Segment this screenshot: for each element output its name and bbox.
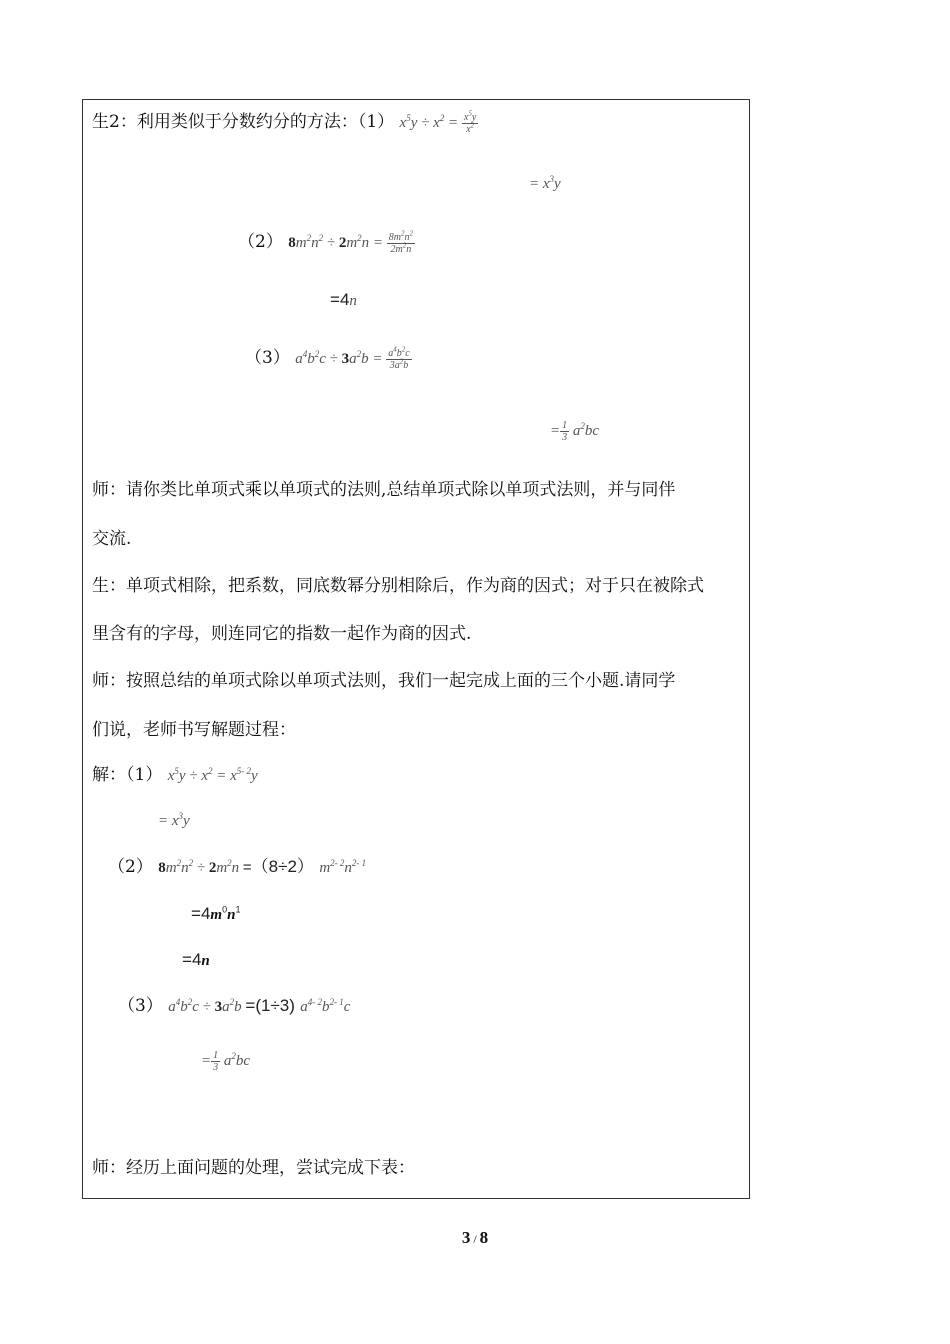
teacher-line-1a: 师：请你类比单项式乘以单项式的法则,总结单项式除以单项式法则，并与同伴 bbox=[92, 480, 676, 500]
student2-intro: 生2：利用类似于分数约分的方法：（1） $x^5y \div x^2$ = $\frac{x^5y}{x^2}$ bbox=[92, 109, 477, 136]
solution-1-result: = $x^3y$ bbox=[158, 811, 190, 829]
student-line-a: 生：单项式相除，把系数，同底数幂分别相除后，作为商的因式；对于只在被除式 bbox=[92, 576, 704, 596]
eq2-line: （2） $8m^2n^2 \div 2m^2n$ = $\frac{8m^2n^2}{2m^2n}$ bbox=[238, 229, 414, 256]
content-frame bbox=[82, 99, 750, 1199]
eq1-result: = $x^3y$ bbox=[529, 174, 561, 192]
teacher-line-2b: 们说，老师书写解题过程： bbox=[92, 720, 296, 740]
solution-1: 解：（1） $x^5y \div x^2 = x^{5- 2}y$ bbox=[92, 765, 258, 785]
solution-2-result: =4n bbox=[182, 950, 210, 969]
student-line-b: 里含有的字母，则连同它的指数一起作为商的因式. bbox=[92, 624, 472, 644]
solution-3-result: = $\frac{1}{3}$ $a^2bc$ bbox=[201, 1050, 251, 1073]
eq2-result: =4n bbox=[330, 290, 357, 309]
solution-3: （3） $a^4b^2c \div 3a^2b =(1\div 3)$ $a^{4- 2}b^{2- 1}c$ bbox=[118, 996, 351, 1016]
teacher-line-1b: 交流. bbox=[92, 529, 132, 549]
eq3-line: （3） $a^4b^2c \div 3a^2b$ = $\frac{a^4b^2c}{3a^2b}$ bbox=[245, 345, 410, 372]
teacher-line-3: 师：经历上面问题的处理，尝试完成下表： bbox=[92, 1158, 415, 1178]
solution-2-step: $=4m^0n^1$ bbox=[191, 904, 241, 923]
teacher-line-2a: 师：按照总结的单项式除以单项式法则，我们一起完成上面的三个小题.请同学 bbox=[92, 671, 676, 691]
page-number: 3 / 8 bbox=[461, 1228, 489, 1247]
eq3-result: = $\frac{1}{3}$ $a^2bc$ bbox=[550, 420, 600, 443]
solution-2: （2） $8m^2n^2 \div 2m^2n =(8\div 2)$ $m^{2- 2}n^{2- 1}$ bbox=[108, 857, 367, 877]
